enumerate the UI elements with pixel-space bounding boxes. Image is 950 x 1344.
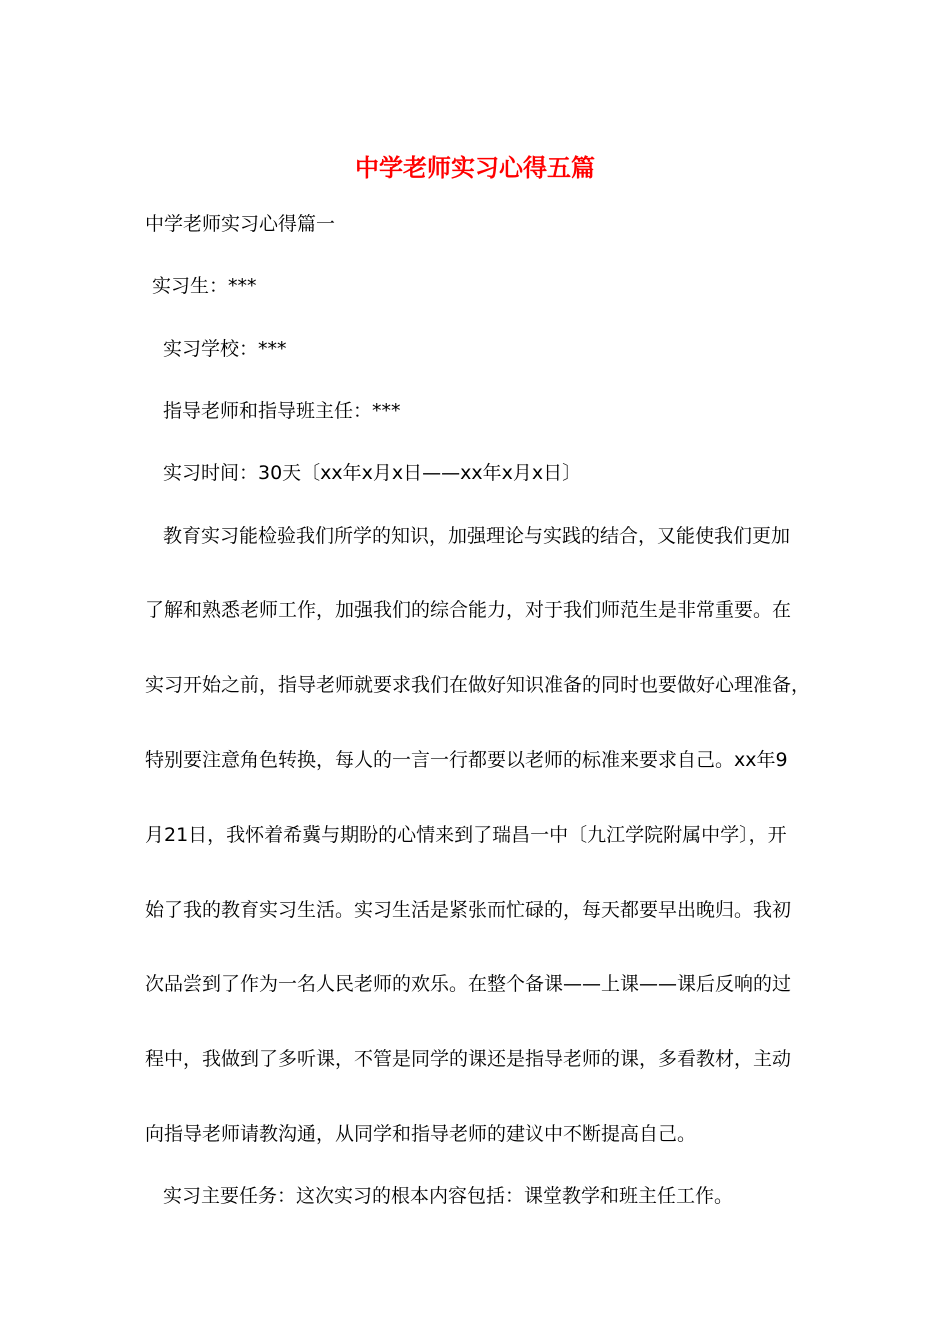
paragraph-line: 教育实习能检验我们所学的知识，加强理论与实践的结合，又能使我们更加: [163, 525, 791, 547]
paragraph-line: 实习开始之前，指导老师就要求我们在做好知识准备的同时也要做好心理准备，: [145, 674, 811, 696]
document-title: 中学老师实习心得五篇: [355, 153, 595, 182]
paragraph-line: 特别要注意角色转换，每人的一言一行都要以老师的标准来要求自己。xx年9: [145, 749, 788, 771]
paragraph-line: 了解和熟悉老师工作，加强我们的综合能力，对于我们师范生是非常重要。在: [145, 599, 792, 621]
paragraph-line: 程中，我做到了多听课，不管是同学的课还是指导老师的课，多看教材，主动: [145, 1048, 792, 1070]
paragraph-line: 月21日，我怀着希冀与期盼的心情来到了瑞昌一中〔九江学院附属中学〕，开: [145, 824, 787, 846]
info-school: 实习学校：***: [163, 338, 287, 360]
section-heading: 中学老师实习心得篇一: [145, 213, 336, 235]
paragraph-line: 始了我的教育实习生活。实习生活是紧张而忙碌的，每天都要早出晚归。我初: [145, 899, 792, 921]
paragraph-line: 向指导老师请教沟通，从同学和指导老师的建议中不断提高自己。: [145, 1123, 697, 1145]
paragraph-line: 次品尝到了作为一名人民老师的欢乐。在整个备课——上课——课后反响的过: [145, 973, 792, 995]
info-intern: 实习生：***: [152, 275, 257, 297]
info-supervisor: 指导老师和指导班主任：***: [163, 400, 401, 422]
paragraph-tasks: 实习主要任务：这次实习的根本内容包括：课堂教学和班主任工作。: [163, 1185, 734, 1207]
info-period: 实习时间：30天〔xx年x月x日——xx年x月x日〕: [163, 462, 582, 484]
